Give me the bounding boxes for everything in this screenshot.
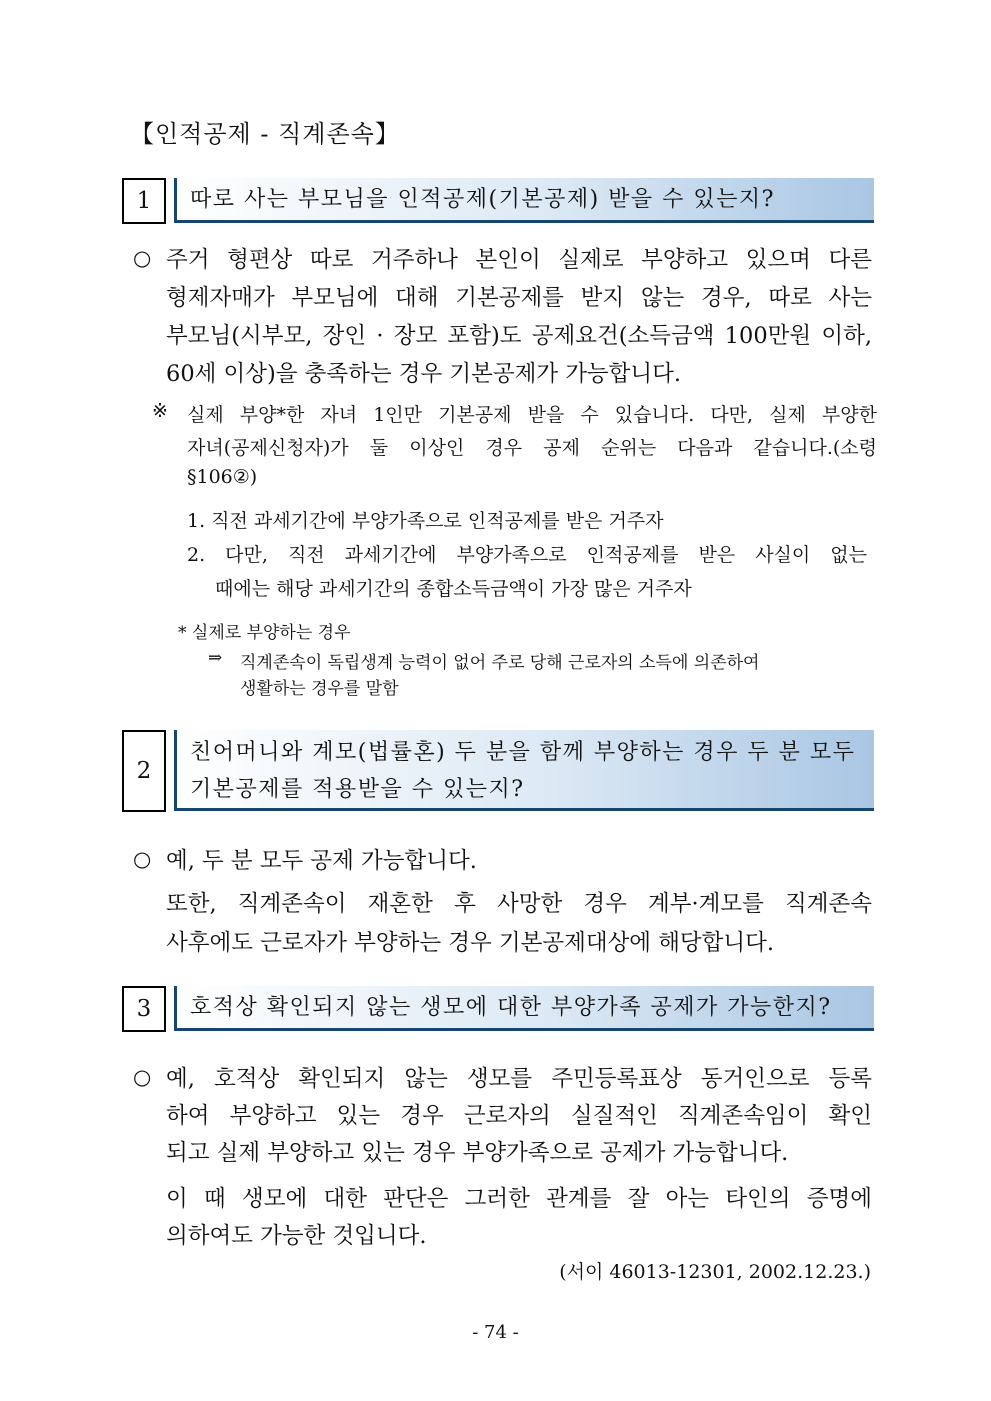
answer-3-line: 되고 실제 부양하고 있는 경우 부양가족으로 공제가 가능합니다. [166,1140,789,1166]
answer-3-bullet: ○ [133,1065,152,1089]
footnote-line: 직계존속이 독립생계 능력이 없어 주로 당해 근로자의 소득에 의존하여 [240,653,760,673]
question-1-header [122,178,874,224]
question-1-text: 따로 사는 부모님을 인적공제(기본공제) 받을 수 있는지? [190,187,775,212]
question-number-3: 3 [122,986,166,1032]
answer-3-extra-line: 의하여도 가능한 것입니다. [166,1223,427,1249]
footnote-arrow: ⇒ [208,648,223,668]
order-line: 때에는 해당 과세기간의 종합소득금액이 가장 많은 거주자 [215,578,692,600]
answer-3-extra-line: 이 때 생모에 대한 판단은 그러한 관계를 잘 아는 타인의 증명에 [166,1186,872,1212]
section-title: 【인적공제 - 직계존속】 [130,120,400,148]
answer-2-extra-line: 또한, 직계존속이 재혼한 후 사망한 경우 계부·계모를 직계존속 [166,891,872,917]
note-line: 실제 부양*한 자녀 1인만 기본공제 받을 수 있습니다. 다만, 실제 부양한 [187,404,877,426]
answer-1-line: 부모님(시부모, 장인 · 장모 포함)도 공제요건(소득금액 100만원 이하, [166,323,872,349]
order-line: 1. 직전 과세기간에 부양가족으로 인적공제를 받은 거주자 [187,510,664,532]
footnote-title: * 실제로 부양하는 경우 [178,623,351,643]
answer-2-line: 예, 두 분 모두 공제 가능합니다. [166,848,477,874]
note-line: 자녀(공제신청자)가 둘 이상인 경우 공제 순위는 다음과 같습니다.(소령 [187,437,877,459]
answer-3-line: 예, 호적상 확인되지 않는 생모를 주민등록표상 동거인으로 등록 [166,1066,872,1092]
citation: (서이 46013-12301, 2002.12.23.) [559,1261,871,1283]
footnote-line: 생활하는 경우를 말함 [240,679,399,699]
page-number: - 74 - [472,1322,519,1343]
question-2-header [122,730,874,814]
answer-1-line: 형제자매가 부모님에 대해 기본공제를 받지 않는 경우, 따로 사는 [166,285,872,311]
question-2-line: 친어머니와 계모(법률혼) 두 분을 함께 부양하는 경우 두 분 모두 [190,740,856,765]
answer-1-bullet: ○ [133,246,152,270]
order-line: 2. 다만, 직전 과세기간에 부양가족으로 인적공제를 받은 사실이 없는 [187,544,867,566]
question-number-1: 1 [122,178,166,224]
note-mark: ※ [152,400,168,422]
answer-3-line: 하여 부양하고 있는 경우 근로자의 실질적인 직계존속임이 확인 [166,1103,872,1129]
answer-1-line: 주거 형편상 따로 거주하나 본인이 실제로 부양하고 있으며 다른 [166,247,872,273]
question-2-line: 기본공제를 적용받을 수 있는지? [190,777,525,802]
answer-2-extra-line: 사후에도 근로자가 부양하는 경우 기본공제대상에 해당합니다. [166,930,775,956]
question-3-header [122,986,874,1032]
answer-1-line: 60세 이상)을 충족하는 경우 기본공제가 가능합니다. [166,361,682,387]
note-line: §106②) [187,466,258,488]
question-3-text: 호적상 확인되지 않는 생모에 대한 부양가족 공제가 가능한지? [190,995,832,1020]
answer-2-bullet: ○ [133,847,152,871]
question-number-2: 2 [122,730,166,812]
